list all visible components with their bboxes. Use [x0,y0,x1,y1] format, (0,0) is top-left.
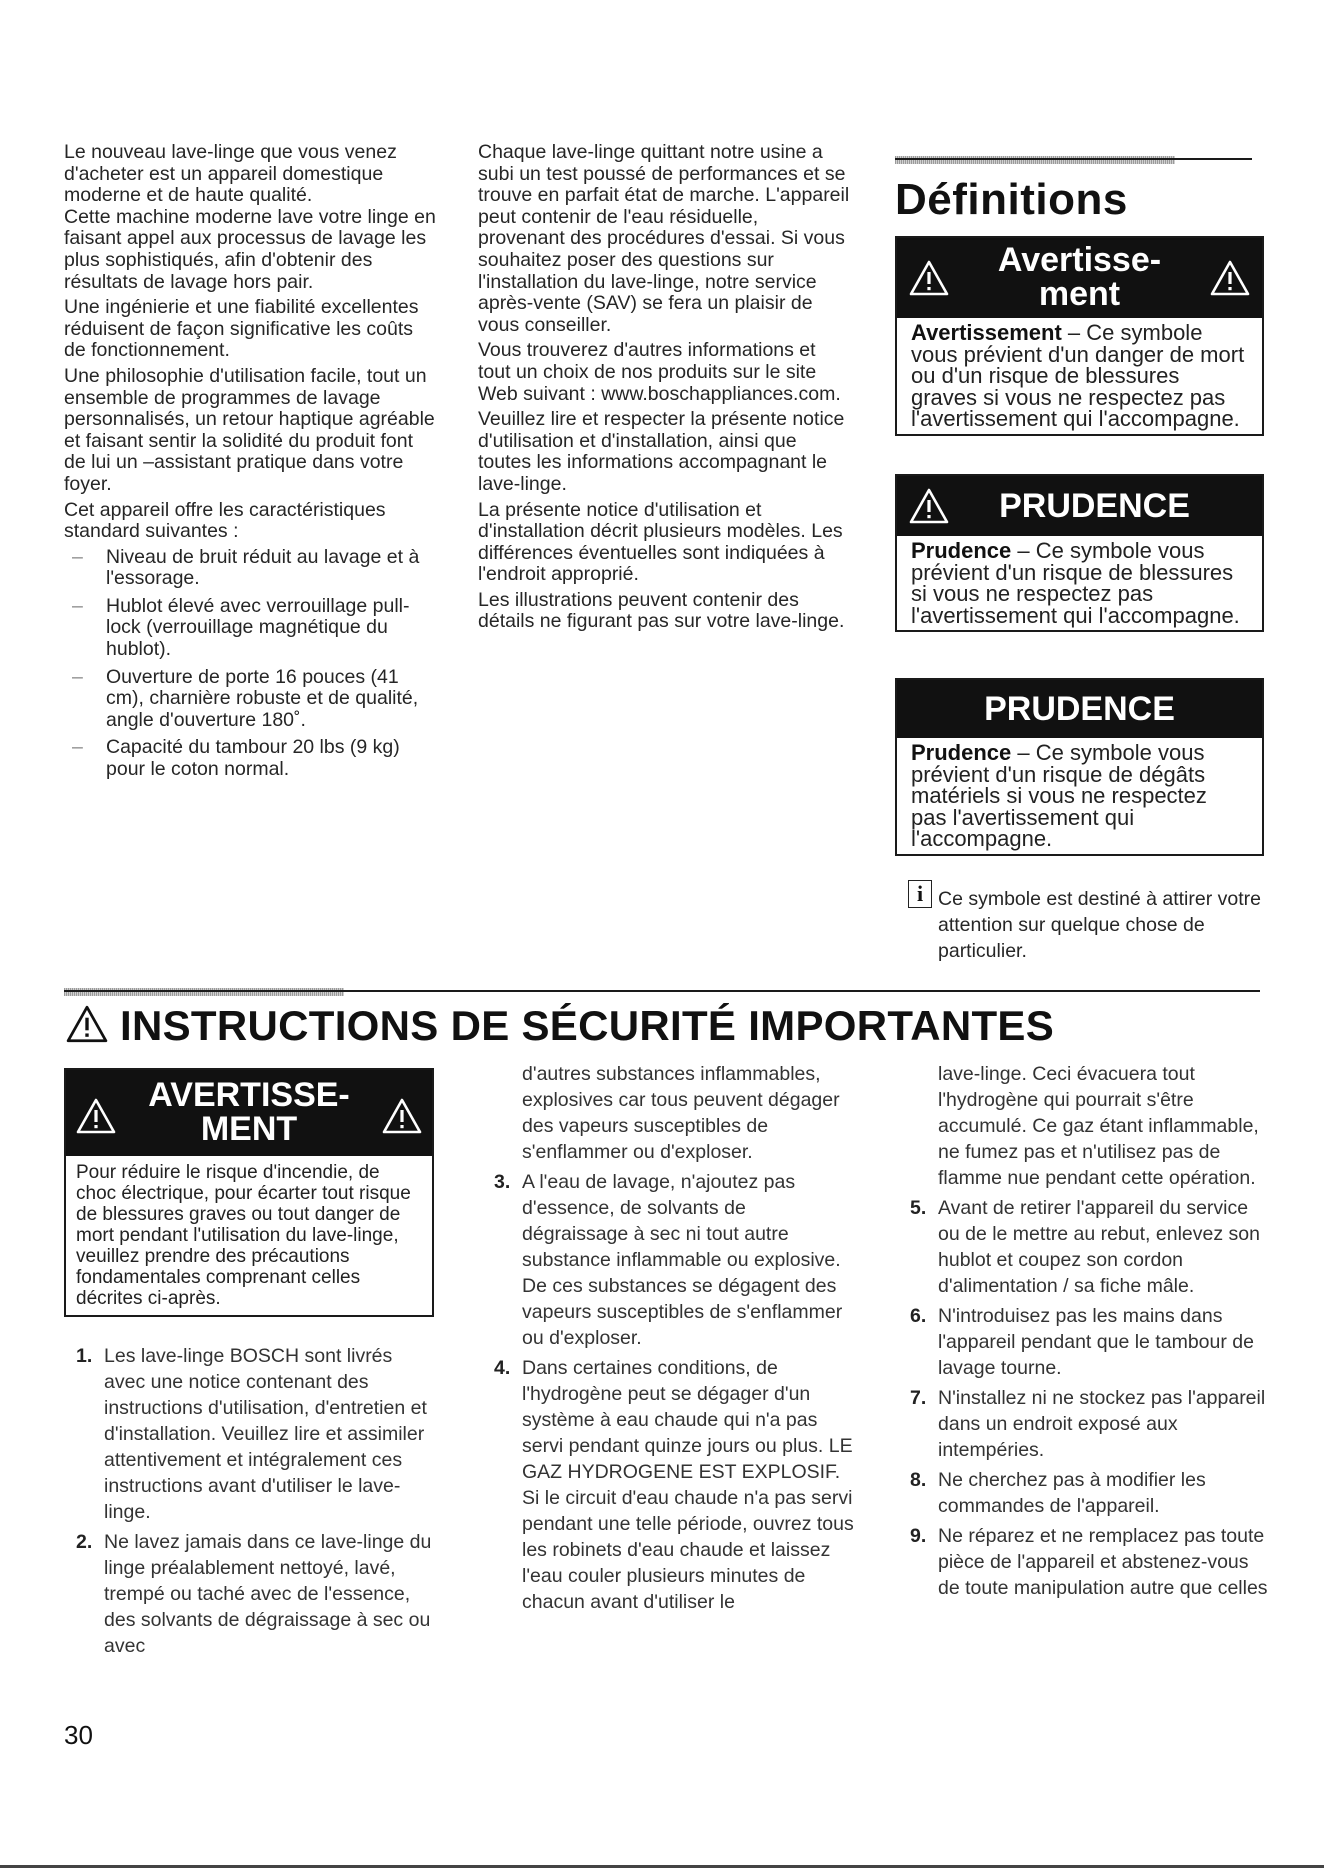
list-item [482,1355,854,1615]
list-item [898,1523,1270,1601]
list-item [898,1195,1270,1299]
definition-text: – Ce symbole vous prévient d'un danger de mort ou d'un risque de blessures graves si vous ne respectez pas l'avertissement qui l'accompagne. [911,320,1245,431]
warning-triangle-icon [1210,260,1250,296]
list-item: – Niveau de bruit réduit au lavage et à l'essorage. [64,547,436,590]
safety-heading-text: INSTRUCTIONS DE SÉCURITÉ IMPORTANTES [120,1002,1055,1049]
definition-text: – Ce symbole vous prévient d'un risque de blessures si vous ne respectez pas l'avertissement qui l'accompagne. [911,538,1240,628]
item-number: 3. [494,1171,511,1193]
section-rule [64,990,1260,992]
warning-definition-box [895,236,1264,436]
warning-triangle-icon [909,488,949,524]
caution-definition-box [895,678,1264,856]
item-number: 6. [910,1305,927,1327]
list-item [898,1467,1270,1519]
warning-title: AVERTISSE- [148,1076,350,1114]
definition-term: Prudence [911,538,1012,563]
warning-triangle-icon [909,260,949,296]
intro-paragraph: Cette machine moderne lave votre linge en faisant appel aux processus de lavage les plus sophistiqués, afin d'obtenir des résultats de lavage hors pair. [64,205,436,293]
intro-paragraph: La présente notice d'utilisation et d'installation décrit plusieurs modèles. Les différences éventuelles sont indiquées à l'endroit approprié. [478,498,843,586]
intro-paragraph: Les illustrations peuvent contenir des détails ne figurant pas sur votre lave-linge. [478,588,845,633]
section-rule [895,158,1252,160]
item-text: Ne réparez et ne remplacez pas toute pièce de l'appareil et abstenez-vous de toute manipulation autre que celles [938,1525,1268,1599]
item-number: 5. [910,1197,927,1219]
item-text: d'autres substances inflammables, explosives car tous peuvent dégager des vapeurs susceptibles de s'enflammer ou d'exploser. [522,1063,840,1163]
item-text: N'installez ni ne stockez pas l'appareil dans un endroit exposé aux intempéries. [938,1387,1266,1461]
list-item [482,1169,854,1351]
intro-paragraph: Veuillez lire et respecter la présente notice d'utilisation et d'installation, ainsi que toutes les informations accompagnant le lave-linge. [478,408,845,495]
definition-text: – Ce symbole vous prévient d'un risque de dégâts matériels si vous ne respectez pas l'avertissement qui l'accompagne. [911,740,1207,851]
warning-title: Avertisse- [997,241,1162,279]
item-number: 8. [910,1469,927,1491]
warning-header [66,1070,432,1156]
list-item [64,1529,436,1659]
item-text: Avant de retirer l'appareil du service ou de le mettre au rebut, enlevez son hublot et coupez son cordon d'alimentation / sa fiche mâle. [938,1197,1260,1297]
list-item: – Hublot élevé avec verrouillage pull-lock (verrouillage magnétique du hublot). [64,596,436,661]
safety-list [64,1343,436,1659]
feature-list [64,547,436,781]
warning-triangle-icon [76,1098,116,1134]
item-text: Dans certaines conditions, de l'hydrogène peut se dégager d'un système à eau chaude qui n'a pas servi pendant quinze jours ou plus. LE GAZ HYDROGENE EST EXPLOSIF. Si le circuit d'eau chaude n'a pas servi pendant une telle période, ouvrez tous les robinets d'eau chaude et laissez l'eau couler plusieurs minutes de chacun avant d'utiliser le [522,1357,854,1613]
item-number: 9. [910,1525,927,1547]
warning-title: ment [1038,275,1121,313]
item-text: Ne lavez jamais dans ce lave-linge du linge préalablement nettoyé, lavé, trempé ou taché avec de l'essence, des solvants de dégraissage à sec ou avec [104,1531,432,1657]
caution-definition-box [895,474,1264,632]
safety-column-1 [64,1343,436,1663]
intro-paragraph: Chaque lave-linge quittant notre usine a subi un test poussé de performances et se trouve en parfait état de marche. L'appareil peut contenir de l'eau résiduelle, provenant des procédures d'essai. Si vous souhaitez poser des questions sur l'installation du lave-linge, notre service après-vente (SAV) se fera un plaisir de vous conseiller. [478,141,850,336]
warning-header [897,238,1262,318]
warning-description [897,318,1262,434]
list-item: – Capacité du tambour 20 lbs (9 kg) pour le coton normal. [64,737,436,780]
warning-triangle-icon [382,1098,422,1134]
list-item: – Ouverture de porte 16 pouces (41 cm), charnière robuste et de qualité, angle d'ouverture 180˚. [64,667,436,732]
intro-paragraph: Une ingénierie et une fiabilité excellentes réduisent de façon significative les coûts de fonctionnement. [64,296,419,362]
list-item [64,1343,436,1525]
safety-heading [66,1002,1055,1049]
page-bottom-rule [0,1865,1324,1868]
item-text: N'introduisez pas les mains dans l'appareil pendant que le tambour de lavage tourne. [938,1305,1254,1379]
intro-column-2 [478,142,850,637]
item-number: 4. [494,1357,511,1379]
safety-warning-box [64,1068,434,1317]
item-number: 1. [76,1345,93,1367]
list-item [898,1385,1270,1463]
warning-title: MENT [200,1110,298,1148]
page-number: 30 [64,1720,93,1750]
info-icon: i [908,880,932,908]
info-note: Ce symbole est destiné à attirer votre attention sur quelque chose de particulier. [938,888,1261,962]
caution-title: PRUDENCE [984,690,1175,728]
caution-description [897,536,1262,630]
item-text: Ne cherchez pas à modifier les commandes de l'appareil. [938,1469,1206,1517]
list-item [898,1303,1270,1381]
intro-paragraph: Vous trouverez d'autres informations et tout un choix de nos produits sur le site Web suivant : www.boschappliances.com. [478,339,841,405]
definitions-heading: Définitions [895,175,1128,224]
safety-column-3 [898,1061,1270,1605]
safety-list [898,1061,1270,1601]
caution-description [897,738,1262,854]
list-item [898,1061,1270,1191]
caution-header [897,680,1262,738]
warning-description: Pour réduire le risque d'incendie, de choc électrique, pour écarter tout risque de blessures graves ou tout danger de mort pendant l'utilisation du lave-linge, veuillez prendre des précautions fondamentales comprenant celles décrites ci-après. [76,1162,411,1309]
safety-list [482,1061,854,1615]
item-number: 2. [76,1531,93,1553]
intro-paragraph: Cet appareil offre les caractéristiques standard suivantes : [64,498,386,543]
intro-paragraph: Une philosophie d'utilisation facile, tout un ensemble de programmes de lavage personnalisés, un retour haptique agréable et faisant sentir la solidité du produit font de lui un –assistant pratique dans votre foyer. [64,364,435,495]
item-text: lave-linge. Ceci évacuera tout l'hydrogène qui pourrait s'être accumulé. Ce gaz étant inflammable, ne fumez pas et n'utilisez pas de flamme nue pendant cette opération. [938,1063,1259,1189]
definition-term: Avertissement [911,320,1062,345]
caution-header [897,476,1262,536]
definition-term: Prudence [911,740,1012,765]
intro-paragraph: Le nouveau lave-linge que vous venez d'acheter est un appareil domestique moderne et de haute qualité. [64,141,397,207]
warning-triangle-icon [66,1005,108,1043]
safety-column-2 [482,1061,854,1619]
item-number: 7. [910,1387,927,1409]
item-text: A l'eau de lavage, n'ajoutez pas d'essence, de solvants de dégraissage à sec ni tout autre substance inflammable ou explosive. De ces substances se dégagent des vapeurs susceptibles de s'enflammer ou d'exploser. [522,1171,843,1349]
intro-column-1 [64,142,436,787]
caution-title: PRUDENCE [999,487,1190,525]
item-text: Les lave-linge BOSCH sont livrés avec une notice contenant des instructions d'utilisation, d'entretien et d'installation. Veuillez lire et assimiler attentivement et intégralement ces instructions avant d'utiliser le lave-linge. [104,1345,427,1523]
list-item [482,1061,854,1165]
